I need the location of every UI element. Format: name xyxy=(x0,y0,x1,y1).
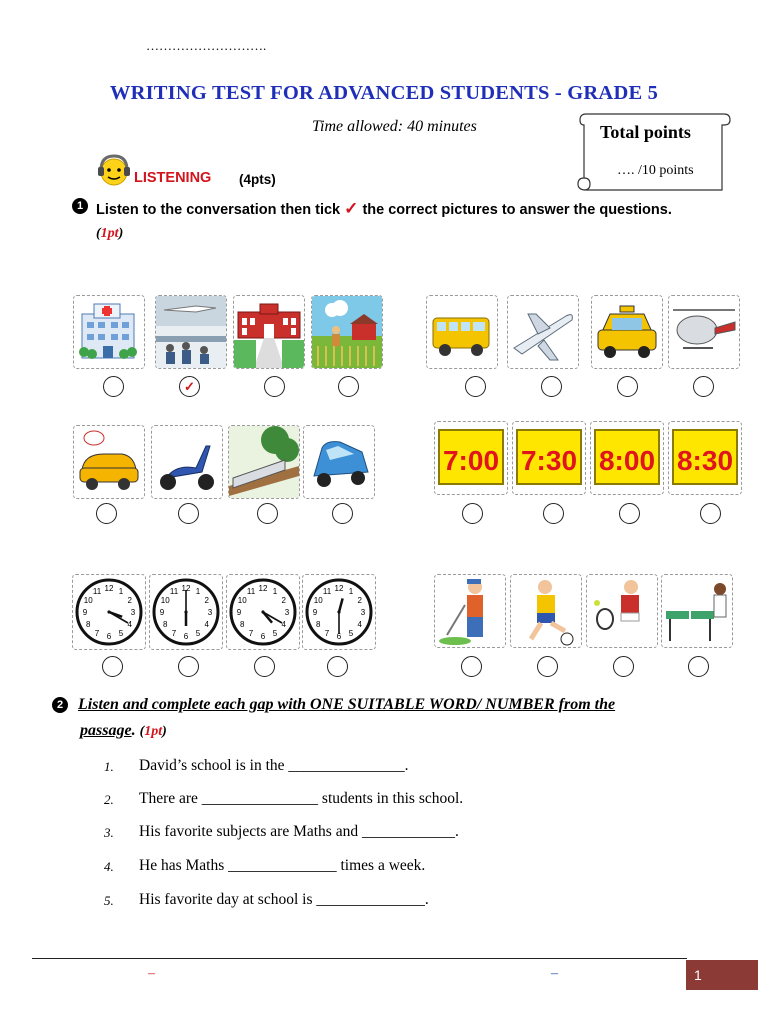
svg-text:9: 9 xyxy=(312,608,318,617)
svg-text:12: 12 xyxy=(181,584,191,593)
answer-circle-analog-4[interactable] xyxy=(327,656,348,677)
q1-text-after: the correct pictures to answer the questions. xyxy=(362,202,672,218)
svg-text:3: 3 xyxy=(360,608,366,617)
svg-text:12: 12 xyxy=(104,584,114,593)
fill-in-item[interactable]: David’s school is in the _______________. xyxy=(139,757,409,774)
school-picture[interactable] xyxy=(233,295,305,369)
svg-text:3: 3 xyxy=(130,608,136,617)
scooter-picture[interactable] xyxy=(151,425,223,499)
svg-text:3: 3 xyxy=(207,608,213,617)
football-picture[interactable] xyxy=(510,574,582,648)
svg-text:12: 12 xyxy=(334,584,344,593)
farm-picture[interactable] xyxy=(311,295,383,369)
answer-circle-plane[interactable] xyxy=(541,376,562,397)
digital-clock-800[interactable] xyxy=(590,421,664,495)
total-points-label: Total points xyxy=(600,122,691,142)
svg-text:7:00: 7:00 xyxy=(442,445,500,476)
answer-circle-football[interactable] xyxy=(537,656,558,677)
svg-text:11: 11 xyxy=(169,587,179,597)
svg-text:11: 11 xyxy=(246,587,256,597)
svg-text:2: 2 xyxy=(204,596,210,605)
airplane-picture[interactable] xyxy=(507,295,579,369)
answer-circle-bus[interactable] xyxy=(465,376,486,397)
question-1-number: 1 xyxy=(72,198,88,214)
svg-text:4: 4 xyxy=(281,620,287,629)
section-listening-label: LISTENING xyxy=(134,170,212,186)
svg-text:10: 10 xyxy=(237,596,247,605)
svg-text:8:00: 8:00 xyxy=(598,445,656,476)
answer-circle-830[interactable] xyxy=(700,503,721,524)
svg-text:2: 2 xyxy=(281,596,287,605)
fill-in-item[interactable]: His favorite subjects are Maths and ____________. xyxy=(139,823,459,840)
fill-in-item[interactable]: His favorite day at school is ______________. xyxy=(139,891,429,908)
question-1-instruction xyxy=(96,199,672,219)
svg-text:11: 11 xyxy=(92,587,102,597)
page-title: WRITING TEST FOR ADVANCED STUDENTS - GRADE 5 xyxy=(109,82,659,104)
answer-circle-table-tennis[interactable] xyxy=(688,656,709,677)
svg-text:6: 6 xyxy=(106,632,112,641)
answer-circle-train[interactable] xyxy=(257,503,278,524)
table-tennis-picture[interactable] xyxy=(661,574,733,648)
golf-picture[interactable] xyxy=(434,574,506,648)
answer-circle-800[interactable] xyxy=(619,503,640,524)
svg-text:10: 10 xyxy=(160,596,170,605)
svg-text:8: 8 xyxy=(85,620,91,629)
question-2-instruction: Listen and complete each gap with ONE SUITABLE WORD/ NUMBER from the xyxy=(78,696,616,713)
checkmark-icon: ✓ xyxy=(344,199,359,218)
svg-text:2: 2 xyxy=(127,596,133,605)
svg-text:1: 1 xyxy=(195,587,201,597)
q1-text-before: Listen to the conversation then tick xyxy=(96,202,341,218)
answer-circle-hospital[interactable] xyxy=(103,376,124,397)
airport-picture[interactable] xyxy=(155,295,227,369)
answer-circle-730[interactable] xyxy=(543,503,564,524)
tennis-picture[interactable] xyxy=(586,574,658,648)
item-number: 1. xyxy=(104,759,114,774)
item-number: 3. xyxy=(104,825,114,840)
svg-text:7: 7 xyxy=(324,628,330,638)
svg-text:7: 7 xyxy=(94,628,100,638)
svg-text:8: 8 xyxy=(315,620,321,629)
digital-clock-730[interactable] xyxy=(512,421,586,495)
digital-clock-830[interactable] xyxy=(668,421,742,495)
svg-text:11: 11 xyxy=(322,587,332,597)
hospital-picture[interactable] xyxy=(73,295,145,369)
svg-text:8:30: 8:30 xyxy=(676,445,734,476)
helicopter-picture[interactable] xyxy=(668,295,740,369)
svg-text:7: 7 xyxy=(248,628,254,638)
footer-dash-left: – xyxy=(148,966,155,981)
name-blank: ………………………. xyxy=(146,38,267,53)
svg-text:6: 6 xyxy=(336,632,342,641)
svg-text:9: 9 xyxy=(159,608,165,617)
svg-text:2: 2 xyxy=(357,596,363,605)
headphones-emoji-icon xyxy=(96,152,132,188)
svg-text:12: 12 xyxy=(258,584,268,593)
answer-circle-tennis[interactable] xyxy=(613,656,634,677)
svg-text:8: 8 xyxy=(239,620,245,629)
analog-clock-picture-4[interactable] xyxy=(302,574,376,650)
answer-circle-taxi-cartoon[interactable] xyxy=(96,503,117,524)
answer-circle-700[interactable] xyxy=(462,503,483,524)
fill-in-item[interactable]: He has Maths ______________ times a week. xyxy=(139,857,426,874)
answer-circle-car[interactable] xyxy=(332,503,353,524)
svg-text:10: 10 xyxy=(83,596,93,605)
answer-circle-analog-2[interactable] xyxy=(178,656,199,677)
answer-circle-analog-3[interactable] xyxy=(254,656,275,677)
answer-circle-school[interactable] xyxy=(264,376,285,397)
item-number: 4. xyxy=(104,859,114,874)
item-number: 2. xyxy=(104,792,114,807)
svg-text:9: 9 xyxy=(236,608,242,617)
fill-in-item[interactable]: There are _______________ students in this school. xyxy=(139,790,464,807)
svg-text:4: 4 xyxy=(357,620,363,629)
total-points-value: …. /10 points xyxy=(617,163,694,178)
analog-clock-picture-2[interactable] xyxy=(149,574,223,650)
svg-text:6: 6 xyxy=(260,632,266,641)
answer-circle-golf[interactable] xyxy=(461,656,482,677)
page-number-box xyxy=(686,960,758,990)
svg-text:4: 4 xyxy=(204,620,210,629)
svg-text:3: 3 xyxy=(284,608,290,617)
svg-text:4: 4 xyxy=(127,620,133,629)
answer-circle-taxi[interactable] xyxy=(617,376,638,397)
svg-text:5: 5 xyxy=(272,628,278,638)
time-allowed: Time allowed: 40 minutes xyxy=(312,118,477,135)
digital-clock-700[interactable] xyxy=(434,421,508,495)
analog-clock-picture-1[interactable] xyxy=(72,574,146,650)
taxi-cartoon-picture[interactable] xyxy=(73,425,145,499)
taxi-picture[interactable] xyxy=(591,295,663,369)
question-2-instruction-cont: passage. (1pt) xyxy=(80,722,167,739)
footer-divider xyxy=(32,958,687,959)
question-2-number: 2 xyxy=(52,697,68,713)
svg-text:9: 9 xyxy=(82,608,88,617)
svg-text:10: 10 xyxy=(313,596,323,605)
question-1-points: (1pt) xyxy=(96,226,124,241)
svg-text:5: 5 xyxy=(348,628,354,638)
analog-clock-picture-3[interactable] xyxy=(226,574,300,650)
svg-text:1: 1 xyxy=(272,587,278,597)
svg-text:6: 6 xyxy=(183,632,189,641)
school-bus-picture[interactable] xyxy=(426,295,498,369)
answer-circle-helicopter[interactable] xyxy=(693,376,714,397)
svg-text:1: 1 xyxy=(348,587,354,597)
svg-text:5: 5 xyxy=(195,628,201,638)
train-picture[interactable] xyxy=(228,425,300,499)
section-points: (4pts) xyxy=(239,172,276,187)
svg-text:7:30: 7:30 xyxy=(520,445,578,476)
footer-dash-right: – xyxy=(551,966,558,981)
answer-circle-airport[interactable]: ✓ xyxy=(179,376,200,397)
answer-circle-scooter[interactable] xyxy=(178,503,199,524)
svg-text:1: 1 xyxy=(118,587,124,597)
page-number: 1 xyxy=(694,967,702,983)
svg-text:5: 5 xyxy=(118,628,124,638)
item-number: 5. xyxy=(104,893,114,908)
svg-text:8: 8 xyxy=(162,620,168,629)
answer-circle-farm[interactable] xyxy=(338,376,359,397)
svg-text:7: 7 xyxy=(171,628,177,638)
car-picture[interactable] xyxy=(303,425,375,499)
answer-circle-analog-1[interactable] xyxy=(102,656,123,677)
